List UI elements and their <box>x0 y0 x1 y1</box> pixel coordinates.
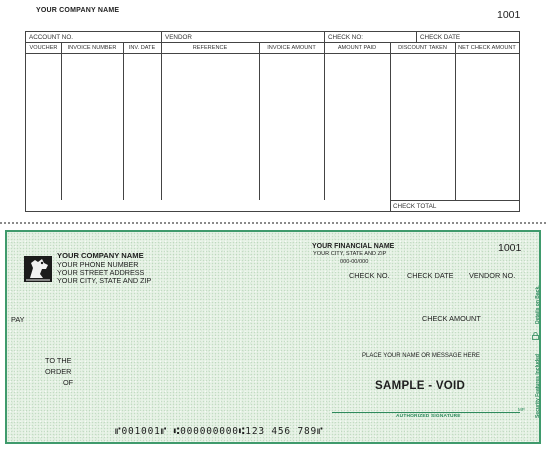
account-no-header: ACCOUNT NO. <box>29 34 73 41</box>
check-date-header: CHECK DATE <box>420 34 461 41</box>
bank-name: YOUR FINANCIAL NAME <box>312 243 395 250</box>
perforation-line <box>0 222 546 224</box>
bank-fraction: 000-00/000 <box>340 259 369 265</box>
check-date-label: CHECK DATE <box>407 271 454 280</box>
check-company-address: YOUR STREET ADDRESS <box>57 268 145 277</box>
message-line: PLACE YOUR NAME OR MESSAGE HERE <box>362 353 480 359</box>
of-label: OF <box>63 378 74 387</box>
remittance-table <box>25 31 520 212</box>
company-logo-icon <box>24 256 52 282</box>
check-no-label: CHECK NO. <box>349 271 390 280</box>
col-voucher: VOUCHER <box>29 45 58 51</box>
order-label: ORDER <box>45 367 72 376</box>
check-company-city: YOUR CITY, STATE AND ZIP <box>57 276 152 285</box>
vendor-header: VENDOR <box>165 34 192 41</box>
to-the-label: TO THE <box>45 356 72 365</box>
check-body <box>5 230 541 444</box>
micr-line: ⑈001001⑈ ⑆000000000⑆123 456 789⑈ <box>115 426 324 437</box>
check-company-name: YOUR COMPANY NAME <box>57 251 144 260</box>
col-net-check-amount: NET CHECK AMOUNT <box>458 45 516 51</box>
pay-label: PAY <box>11 315 25 324</box>
col-discount-taken: DISCOUNT TAKEN <box>398 45 447 51</box>
stub-company-name: YOUR COMPANY NAME <box>36 7 120 14</box>
vendor-no-label: VENDOR NO. <box>469 271 516 280</box>
void-stamp: SAMPLE - VOID <box>375 380 466 392</box>
check-amount-label: CHECK AMOUNT <box>422 314 481 323</box>
col-invoice-number: INVOICE NUMBER <box>67 45 117 51</box>
col-invoice-amount: INVOICE AMOUNT <box>267 45 316 51</box>
details-on-back-text: Details on Back. <box>535 285 541 324</box>
mp-mark: MP <box>518 407 525 412</box>
authorized-signature-label: AUTHORIZED SIGNATURE <box>396 414 461 419</box>
stub-check-number: 1001 <box>497 9 521 21</box>
col-reference: REFERENCE <box>192 45 228 51</box>
check-number: 1001 <box>498 242 522 254</box>
bank-city: YOUR CITY, STATE AND ZIP <box>313 251 387 257</box>
col-inv-date: INV. DATE <box>128 45 156 51</box>
security-features-text: Security Features Included <box>535 354 541 418</box>
check-total-label: CHECK TOTAL <box>393 203 437 210</box>
check-no-header: CHECK NO: <box>328 34 363 41</box>
check-company-phone: YOUR PHONE NUMBER <box>57 260 139 269</box>
signature-line <box>332 412 520 413</box>
col-amount-paid: AMOUNT PAID <box>337 45 377 51</box>
padlock-icon <box>532 332 539 340</box>
